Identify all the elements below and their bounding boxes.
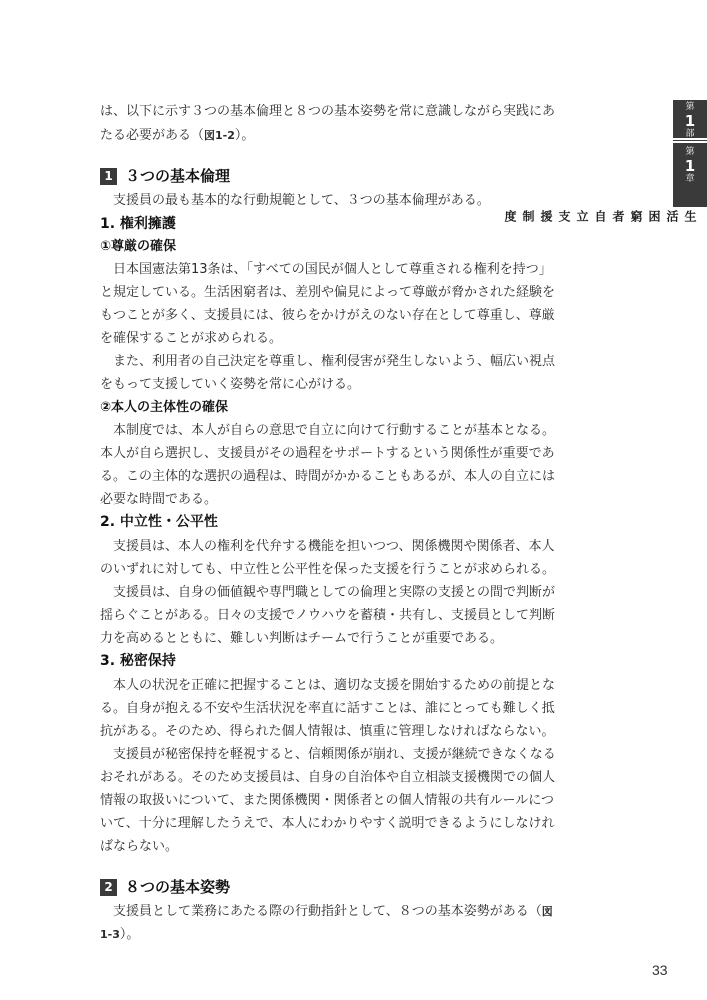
lead-text: 支援員として業務にあたる際の行動指針として、８つの基本姿勢がある（ (100, 904, 542, 919)
intro-line (100, 124, 530, 148)
body-line: 抗がある。そのため、得られた個人情報は、慎重に管理しなければならない。 (100, 724, 555, 739)
page-number: 33 (652, 962, 668, 978)
tab-divider (673, 140, 707, 141)
body-line: おそれがある。そのため支援員は、自身の自治体や自立相談支援機関での個人 (100, 770, 556, 785)
section-lead: 支援員の最も基本的な行動規範として、３つの基本倫理がある。 (100, 193, 490, 208)
body-line: る。この主体的な選択の過程は、時間がかかることもあるが、本人の自立には (100, 469, 556, 484)
part-tab (673, 100, 707, 138)
subsection-heading: 2. 中立性・公平性 (100, 514, 218, 530)
section-number-badge: 1 (100, 168, 117, 185)
section-lead (100, 900, 553, 924)
body-line: ばならない。 (100, 839, 179, 854)
section-heading (100, 165, 530, 189)
body-line: 情報の取扱いについて、また関係機関・関係者との個人情報の共有ルールにつ (100, 793, 554, 808)
body-line: を確保することが求められる。 (100, 331, 283, 346)
intro-text: たる必要がある（ (100, 128, 205, 143)
body-line: 揺らぐことがある。日々の支援でノウハウを蓄積・共有し、支援員として判断 (100, 608, 556, 623)
body-line: 日本国憲法第13条は、「すべての国民が個人として尊重される権利を持つ」 (100, 262, 552, 277)
body-line: また、利用者の自己決定を尊重し、権利侵害が発生しないよう、幅広い視点 (100, 354, 556, 369)
section-number-badge: 2 (100, 879, 117, 896)
body-line: 力を高めるとともに、難しい判断はチームで行うことが重要である。 (100, 631, 504, 646)
item-heading: ②本人の主体性の確保 (100, 400, 229, 415)
chapter-tab (673, 143, 707, 207)
body-line: いて、十分に理解したうえで、本人にわかりやすく説明できるようにしなけれ (100, 816, 555, 831)
chapter-number: 1 (684, 157, 696, 175)
intro-line: は、以下に示す３つの基本倫理と８つの基本姿勢を常に意識しながら実践にあ (100, 104, 556, 119)
body-line: 支援員は、自身の価値観や専門職としての倫理と実際の支援との間で判断が (100, 585, 556, 600)
body-line: のいずれに対しても、中立性と公平性を保った支援を行うことが求められる。 (100, 562, 556, 577)
body-line: る。自身が抱える不安や生活状況を率直に話すことは、誰にとっても難しく抵 (100, 701, 555, 716)
subsection-heading: 3. 秘密保持 (100, 653, 176, 669)
lead-text-end: ）。 (119, 927, 140, 942)
body-line: 本人の状況を正確に把握することは、適切な支援を開始するための前提とな (100, 678, 556, 693)
figure-reference: 1-3 (100, 928, 120, 941)
section-title: ８つの基本姿勢 (125, 878, 231, 896)
section-title: ３つの基本倫理 (125, 167, 231, 185)
figure-reference: 図 (541, 905, 553, 918)
body-line: 支援員は、本人の権利を代弁する機能を担いつつ、関係機関や関係者、本人 (100, 539, 555, 554)
body-line: 必要な時間である。 (100, 492, 218, 507)
subsection-heading: 1. 権利擁護 (100, 216, 176, 232)
body-line: と規定している。生活困窮者は、差別や偏見によって尊厳が脅かされた経験を (100, 285, 556, 300)
part-number: 1 (684, 112, 696, 130)
body-line: をもって支援していく姿勢を常に心がける。 (100, 377, 361, 392)
chapter-title-vertical: 生活困窮者自立支援制度 (503, 210, 697, 222)
chapter-label-pre: 第 (685, 147, 695, 157)
body-line: 本人が自ら選択し、支援員がその過程をサポートするという関係性が重要であ (100, 446, 555, 461)
part-label-pre: 第 (685, 102, 695, 112)
chapter-label-post: 章 (685, 174, 695, 184)
section-lead-cont (100, 923, 530, 947)
body-line: もつことが多く、支援員には、彼らをかけがえのない存在として尊重し、尊厳 (100, 308, 555, 323)
intro-text-end: ）。 (234, 128, 255, 143)
body-line: 本制度では、本人が自らの意思で自立に向けて行動することが基本となる。 (100, 423, 556, 438)
part-label-post: 部 (685, 129, 695, 139)
figure-reference: 図1-2 (204, 129, 235, 142)
item-heading: ①尊厳の確保 (100, 239, 177, 254)
body-line: 支援員が秘密保持を軽視すると、信頼関係が崩れ、支援が継続できなくなる (100, 747, 556, 762)
section-heading (100, 876, 530, 900)
